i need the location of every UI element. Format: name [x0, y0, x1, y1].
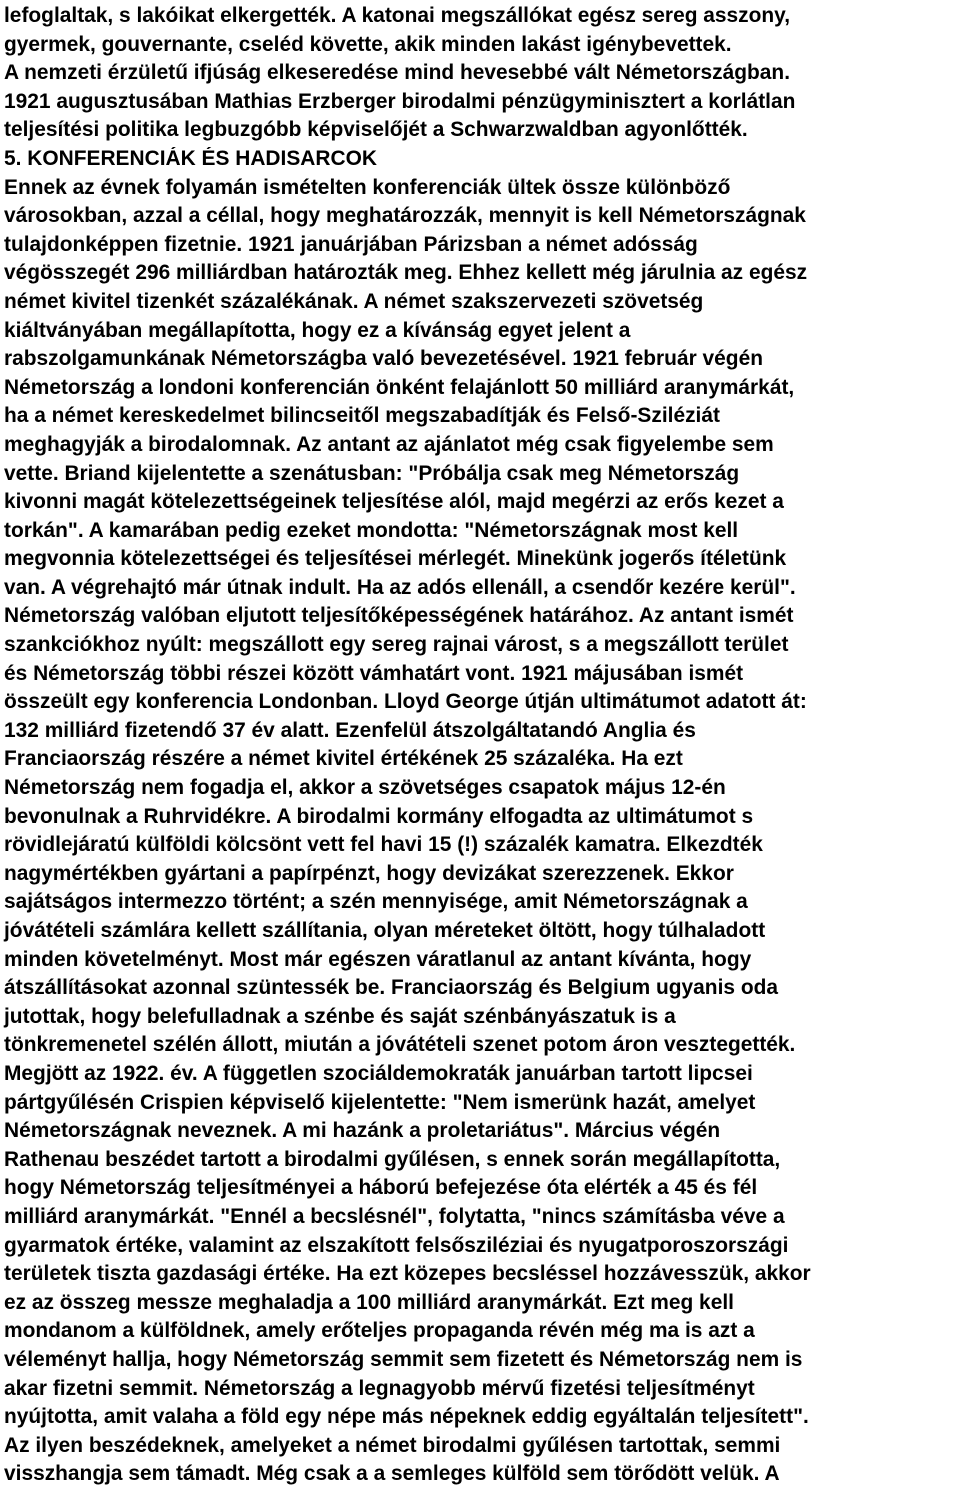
text-line: sajátságos intermezzo történt; a szén mennyisége, amit Németországnak a [4, 890, 748, 914]
text-line: Németország valóban eljutott teljesítőképességének határához. Az antant ismét [4, 604, 794, 628]
text-line: minden követelményt. Most már egészen váratlanul az antant kívánta, hogy [4, 947, 752, 971]
text-line: tulajdonképpen fizetnie. 1921 januárjában Párizsban a német adósság [4, 232, 698, 256]
text-line: ha a német kereskedelmet bilincseitől megszabadítják és Felső-Sziléziát [4, 404, 720, 428]
text-line: hogy Németország teljesítményei a háború befejezése óta elérték a 45 és fél [4, 1176, 758, 1200]
text-line: vette. Briand kijelentette a szenátusban: "Próbálja csak meg Németország [4, 461, 740, 485]
text-line: 132 milliárd fizetendő 37 év alatt. Ezenfelül átszolgáltatandó Anglia és [4, 718, 696, 742]
text-line: jóvátételi számlára kellett szállítania, olyan méreteket öltött, hogy túlhaladott [4, 919, 766, 942]
text-line: rövidlejáratú külföldi kölcsönt vett fel havi 15 (!) százalék kamatra. Elkezdték [4, 833, 763, 857]
text-line: tönkremenetel szélén állott, miután a jóvátételi szenet potom áron vesztegették. [4, 1033, 796, 1057]
text-line: német kivitel tizenkét százalékának. A német szakszervezeti szövetség [4, 289, 704, 313]
text-line: 1921 augusztusában Mathias Erzberger birodalmi pénzügyminisztert a korlátlan [4, 89, 796, 113]
text-line: városokban, azzal a céllal, hogy meghatározzák, mennyit is kell Németországnak [4, 204, 806, 228]
text-line: Ennek az évnek folyamán ismételten konferenciák ültek össze különböző [4, 175, 731, 199]
text-line: végösszegét 296 milliárdban határozták meg. Ehhez kellett még járulnia az egész [4, 261, 808, 285]
section-heading: 5. KONFERENCIÁK ÉS HADISARCOK [4, 146, 377, 170]
text-line: rabszolgamunkának Németországba való bevezetésével. 1921 február végén [4, 347, 763, 371]
text-line: Az ilyen beszédeknek, amelyeket a német birodalmi gyűlésen tartottak, semmi [4, 1433, 781, 1457]
text-line: bevonulnak a Ruhrvidékre. A birodalmi kormány elfogadta az ultimátumot s [4, 804, 754, 828]
text-line: akar fizetni semmit. Németország a legnagyobb mérvű fizetési teljesítményt [4, 1376, 755, 1400]
text-line: átszállításokat azonnal szüntessék be. Franciaország és Belgium ugyanis oda [4, 976, 779, 1000]
text-line: meghagyják a birodalomnak. Az antant az ajánlatot még csak figyelembe sem [4, 432, 774, 456]
text-line: jutottak, hogy belefulladnak a szénbe és saját szénbányászatuk is a [4, 1004, 676, 1028]
text-line: ez az összeg messze meghaladja a 100 milliárd aranymárkát. Ezt meg kell [4, 1290, 734, 1314]
text-line: A nemzeti érzületű ifjúság elkeseredése mind hevesebbé vált Németországban. [4, 61, 791, 85]
text-line: és Németország többi részei között vámhatárt vont. 1921 májusában ismét [4, 661, 744, 685]
text-line: nagymértékben gyártani a papírpénzt, hogy devizákat szerezzenek. Ekkor [4, 861, 734, 885]
text-line: lefoglaltak, s lakóikat elkergették. A katonai megszállókat egész sereg asszony, [4, 4, 791, 27]
text-line: Németország nem fogadja el, akkor a szövetséges csapatok május 12-én [4, 776, 726, 800]
text-line: megvonnia kötelezettségei és teljesítései mérlegét. Minekünk jogerős ítéletünk [4, 547, 787, 571]
text-line: nyújtotta, amit valaha a föld egy népe más népeknek eddig egyáltalán teljesített". [4, 1405, 809, 1429]
text-line: visszhangja sem támadt. Még csak a a semleges külföld sem törődött velük. A [4, 1462, 780, 1486]
text-line: van. A végrehajtó már útnak indult. Ha az adós ellenáll, a csendőr kezére kerül". [4, 575, 796, 599]
text-line: milliárd aranymárkát. "Ennél a becslésnél", folytatta, "nincs számításba véve a [4, 1204, 785, 1228]
text-line: területek tiszta gazdasági értéke. Ha ezt közepes becsléssel hozzávesszük, akkor [4, 1262, 811, 1286]
text-line: Franciaország részére a német kivitel értékének 25 százaléka. Ha ezt [4, 747, 683, 771]
text-line: gyarmatok értéke, valamint az elszakított felsősziléziai és nyugatporoszországi [4, 1233, 789, 1257]
text-line: kivonni magát kötelezettségeinek teljesítése alól, majd megérzi az erős kezet a [4, 490, 784, 514]
text-line: Németország a londoni konferencián önként felajánlott 50 milliárd aranymárkát, [4, 375, 795, 399]
text-line: mondanom a külföldnek, amely erőteljes propaganda révén még ma is azt a [4, 1319, 755, 1343]
body-text [4, 2, 960, 1489]
text-line: torkán". A kamarában pedig ezeket mondotta: "Németországnak most kell [4, 518, 739, 542]
text-line: gyermek, gouvernante, cseléd követte, akik minden lakást igénybevettek. [4, 32, 732, 56]
text-line: összeült egy konferencia Londonban. Lloyd George útján ultimátumot adatott át: [4, 690, 807, 714]
text-line: Németországnak neveznek. A mi hazánk a proletariátus". Március végén [4, 1119, 721, 1143]
text-line: Megjött az 1922. év. A független szociáldemokraták januárban tartott lipcsei [4, 1061, 753, 1085]
text-line: teljesítési politika legbuzgóbb képviselőjét a Schwarzwaldban agyonlőtték. [4, 118, 748, 142]
text-line: kiáltványában megállapította, hogy ez a kívánság egyet jelent a [4, 318, 631, 342]
text-line: véleményt hallja, hogy Németország semmit sem fizetett és Németország nem is [4, 1347, 803, 1371]
text-line: Rathenau beszédet tartott a birodalmi gyűlésen, s ennek során megállapította, [4, 1147, 781, 1171]
text-line: szankciókhoz nyúlt: megszállott egy sereg rajnai várost, s a megszállott terület [4, 633, 789, 657]
text-line: pártgyűlésén Crispien képviselő kijelentette: "Nem ismerünk hazát, amelyet [4, 1090, 756, 1114]
